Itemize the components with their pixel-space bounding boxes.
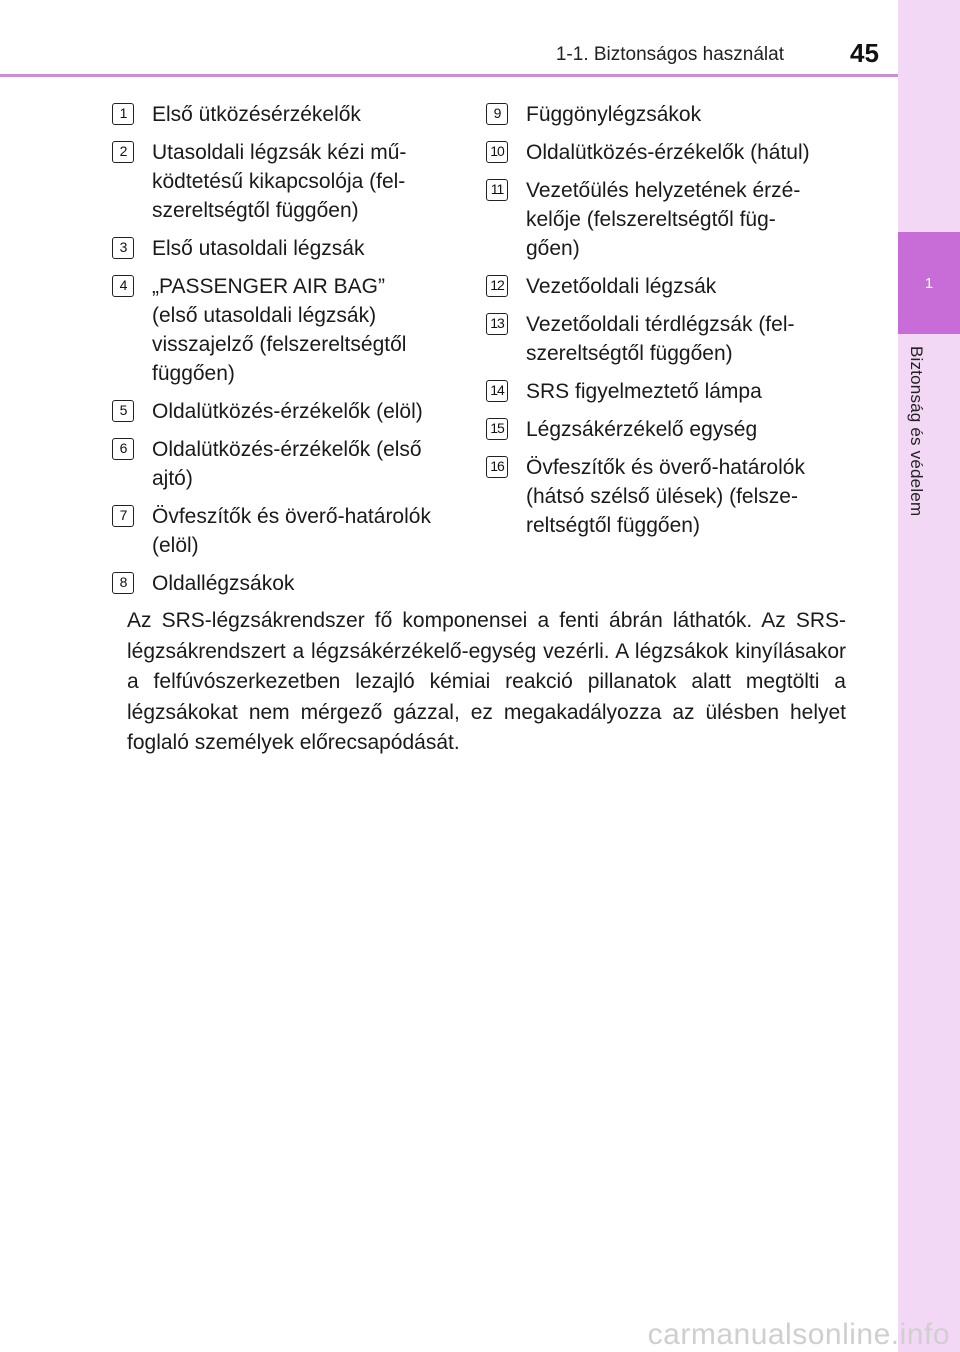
item-number-badge: 16: [486, 456, 508, 478]
list-item: [486, 176, 846, 263]
list-item: [486, 310, 846, 368]
item-text: Vezetőoldali légzsák: [526, 275, 717, 298]
item-number-badge: 15: [486, 418, 508, 440]
item-number-badge: 7: [112, 505, 134, 527]
item-text: Vezetőülés helyzetének érzé- kelője (felszereltségtől füg- gően): [526, 179, 801, 260]
item-text: Oldalütközés-érzékelők (elöl): [152, 400, 423, 423]
item-number-badge: 4: [112, 275, 134, 297]
list-item: [112, 397, 472, 426]
body-paragraph: Az SRS-légzsákrendszer fő komponensei a fenti ábrán láthatók. Az SRS-légzsákrendszert a légzsákérzékelő-egység vezérli. A légzsákok kinyílásakor a felfúvószerkezetben lezajló kémiai reakció pillanatok alatt megtölti a légzsákokat nem mérgező gázzal, ez megakadályozza az ülésben helyet foglaló személyek előrecsapódását.: [127, 609, 846, 754]
item-text: Első utasoldali légzsák: [152, 237, 365, 260]
item-text: SRS figyelmeztető lámpa: [526, 380, 762, 403]
section-title: 1-1. Biztonságos használat: [555, 44, 784, 65]
item-text: Oldalütközés-érzékelők (első ajtó): [152, 438, 422, 490]
list-item: [112, 502, 472, 560]
list-item: [486, 100, 846, 129]
item-text: „PASSENGER AIR BAG” (első utasoldali légzsák) visszajelző (felszereltségtől függően): [152, 275, 407, 385]
item-text: Övfeszítők és överő-határolók (hátsó szélső ülések) (felsze- reltségtől függően): [526, 456, 805, 537]
list-item: [112, 272, 472, 388]
list-item: [486, 138, 846, 167]
component-list-right: [486, 100, 846, 549]
item-text: Utasoldali légzsák kézi mű- ködtetésű kikapcsolója (fel- szereltségtől függően): [152, 141, 407, 222]
list-item: [486, 415, 846, 444]
side-band: [898, 0, 960, 1352]
list-item: [112, 435, 472, 493]
chapter-number: 1: [924, 274, 934, 292]
item-number-badge: 3: [112, 237, 134, 259]
component-list-left: [112, 100, 472, 607]
watermark: carmanualsonline.info: [647, 1318, 950, 1351]
list-item: [486, 377, 846, 406]
page-number: 45: [850, 38, 879, 68]
item-number-badge: 9: [486, 103, 508, 125]
list-item: [486, 272, 846, 301]
list-item: [486, 453, 846, 540]
chapter-title: Biztonság és védelem: [907, 346, 926, 517]
item-text: Oldallégzsákok: [152, 572, 295, 595]
item-number-badge: 1: [112, 103, 134, 125]
item-number-badge: 2: [112, 141, 134, 163]
chapter-tab[interactable]: [898, 232, 960, 334]
item-text: Oldalütközés-érzékelők (hátul): [526, 141, 810, 164]
item-text: Függönylégzsákok: [526, 103, 702, 126]
item-number-badge: 11: [486, 179, 508, 201]
list-item: [112, 100, 472, 129]
item-number-badge: 5: [112, 400, 134, 422]
item-number-badge: 12: [486, 275, 508, 297]
item-number-badge: 6: [112, 438, 134, 460]
item-text: Vezetőoldali térdlégzsák (fel- szereltségtől függően): [526, 313, 795, 365]
list-item: [112, 569, 472, 598]
header-rule: [0, 74, 898, 77]
item-text: Övfeszítők és överő-határolók (elöl): [152, 505, 431, 557]
item-number-badge: 10: [486, 141, 508, 163]
item-text: Légzsákérzékelő egység: [526, 418, 758, 441]
item-number-badge: 8: [112, 572, 134, 594]
list-item: [112, 234, 472, 263]
item-text: Első ütközésérzékelők: [152, 103, 361, 126]
item-number-badge: 14: [486, 380, 508, 402]
list-item: [112, 138, 472, 225]
item-number-badge: 13: [486, 313, 508, 335]
